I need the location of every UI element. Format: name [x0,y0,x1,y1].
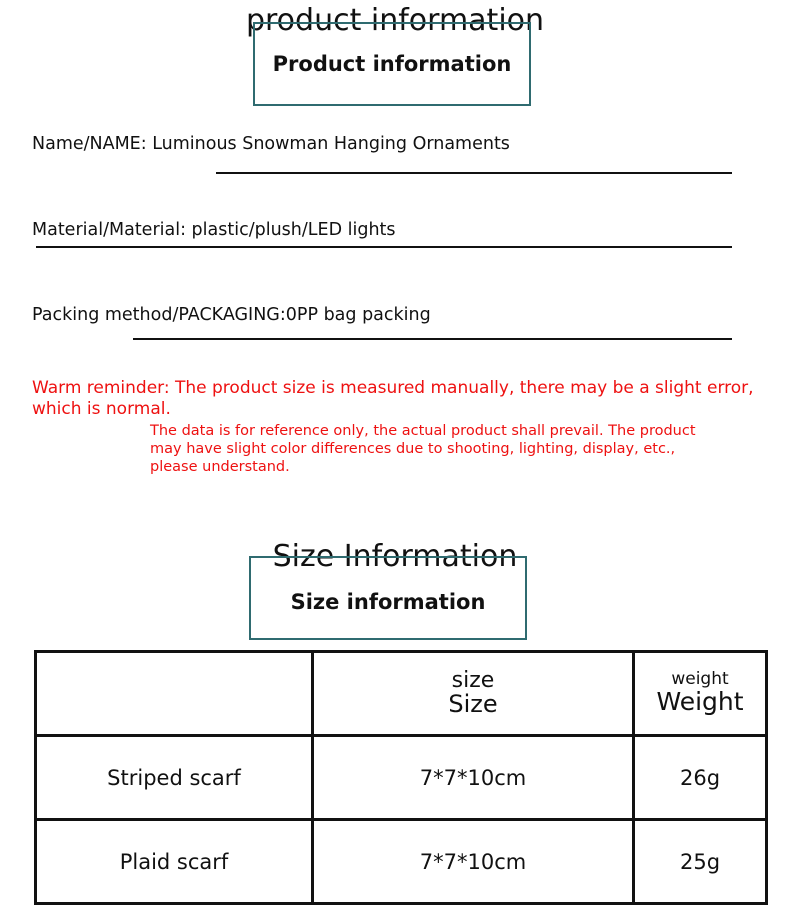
table-header-cell-blank [36,652,313,736]
size-information-box-label: Size information [290,590,486,614]
size-table [34,650,768,905]
table-cell-weight: 26g [634,736,767,820]
table-header-size-top: size [451,668,495,694]
table-cell-name: Plaid scarf [36,820,313,904]
product-information-box-label: Product information [272,52,512,76]
table-cell-size: 7*7*10cm [313,820,634,904]
table-cell-name: Striped scarf [36,736,313,820]
product-information-box [253,22,531,106]
info-row-material-rule [36,246,732,248]
table-header-row [36,652,767,736]
table-row [36,820,767,904]
info-row-material-text: Material/Material: plastic/plush/LED lights [32,220,396,240]
info-row-name-rule [216,172,732,174]
product-information-overlay-title: product information [245,3,545,38]
warm-reminder-subtext: The data is for reference only, the actual product shall prevail. The product may have slight color differences due to shooting, lighting, display, etc., please understand. [150,423,696,475]
size-information-overlay-title: Size Information [272,539,518,574]
table-header-weight-bottom: Weight [656,687,744,717]
table-header-cell-size [313,652,634,736]
size-information-box [249,556,527,640]
table-row [36,736,767,820]
warm-reminder-text: Warm reminder: The product size is measured manually, there may be a slight error, which is normal. [32,378,754,419]
table-cell-size: 7*7*10cm [313,736,634,820]
table-header-cell-weight [634,652,767,736]
table-header-size-bottom: Size [448,690,498,719]
info-row-name-text: Name/NAME: Luminous Snowman Hanging Ornaments [32,134,510,154]
info-row-packing-rule [133,338,732,340]
info-row-packing-text: Packing method/PACKAGING:0PP bag packing [32,305,431,325]
table-header-weight-top: weight [671,669,729,690]
table-cell-weight: 25g [634,820,767,904]
